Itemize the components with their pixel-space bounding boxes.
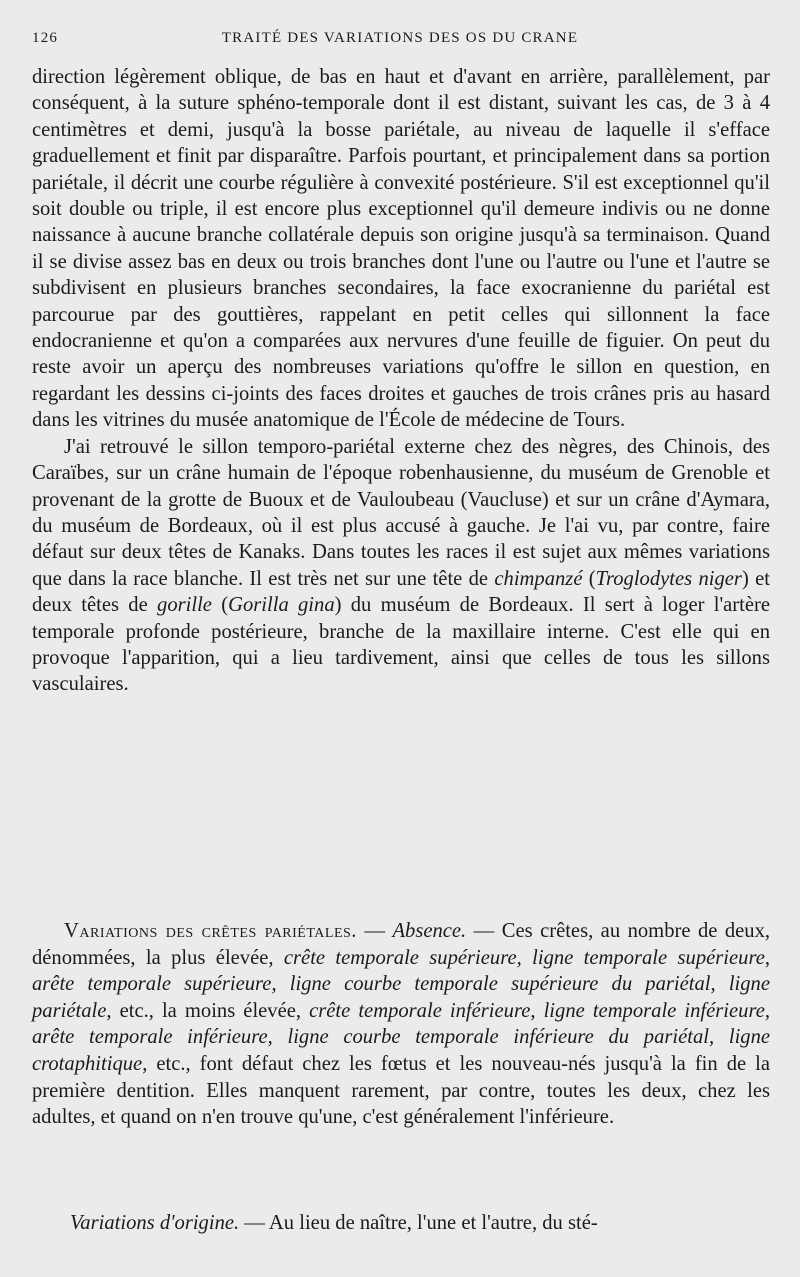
italic-term: arête temporale supérieure xyxy=(32,973,272,996)
subheading: Absence. xyxy=(392,920,467,942)
text-run: ) du muséum de Bordeaux. Il sert à loger l'artère temporale profonde postérieure, branche de la maxillaire interne. C'est elle qui en provoque l'apparition, qui a lieu tardivement, ainsi que celles de tous les sillons vasculaires. xyxy=(32,594,771,696)
italic-term: Gorilla gina xyxy=(228,594,335,617)
running-header xyxy=(32,30,768,54)
paragraph-continuation: direction légèrement oblique, de bas en haut et d'avant en arrière, parallèlement, par conséquent, à la suture sphéno-temporale dont il est distant, suivant les cas, de 3 à 4 centimètres et demi, jusqu'à la bosse pariétale, au niveau de laquelle il s'efface graduellement et finit par disparaître. Parfois pourtant, et principalement dans sa portion pariétale, il décrit une courbe régulière à convexité postérieure. S'il est exceptionnel qu'il soit double ou triple, il est encore plus exceptionnel qu'il demeure indivis ou ne donne naissance à aucune branche collatérale depuis son origine jusqu'à sa terminaison. Quand il se divise assez bas en deux ou trois branches dont l'une ou l'autre ou l'une et l'autre se subdivisent en plusieurs branches secondaires, la face exocranienne du pariétal est parcourue par des gouttières, rappelant en petit celles qui sillonnent la face endocranienne et qu'on a comparées aux nervures d'une feuille de figuier. On peut du reste avoir un aperçu des nombreuses variations qu'offre le sillon en question, en regardant les dessins ci-joints des faces droites et gauches de trois crânes pris au hasard dans les vitrines du musée anatomique de l'École de médecine de Tours. xyxy=(32,66,770,432)
paragraph-comparative xyxy=(32,434,770,698)
section-origin-variations xyxy=(32,1210,770,1237)
text-run: , xyxy=(709,1026,729,1049)
italic-term: gorille xyxy=(157,594,212,617)
text-run: ( xyxy=(211,594,229,617)
main-text xyxy=(32,64,770,698)
text-run: , xyxy=(267,1026,288,1049)
text-run: , xyxy=(764,999,770,1022)
text-run: , xyxy=(530,999,544,1022)
running-title: TRAITÉ DES VARIATIONS DES OS DU CRANE xyxy=(221,30,579,46)
text-run: ( xyxy=(582,567,596,590)
text-run: — Ces crêtes, au nombre de deux, dénommées, la plus élevée, xyxy=(32,920,771,969)
italic-term: crête temporale supérieure, ligne temporale supérieure xyxy=(283,946,765,969)
section-parietal-crests xyxy=(32,918,770,1131)
text-run: — Au lieu de naître, l'une et l'autre, du sté- xyxy=(239,1212,598,1234)
italic-term: crête temporale inférieure xyxy=(309,999,531,1022)
subheading: Variations d'origine. xyxy=(70,1212,240,1234)
text-run: — xyxy=(356,920,393,942)
italic-term: ligne courbe temporale inférieure du pariétal xyxy=(287,1026,709,1049)
text-run: , etc., la moins élevée, xyxy=(106,999,310,1022)
text-run: , xyxy=(764,946,770,969)
text-run: , etc., font défaut chez les fœtus et les nouveau-nés jusqu'à la fin de la première dentition. Elles manquent rarement, par contre, toutes les deux, chez les adultes, et quand on n'en trouve qu'une, c'est généralement l'inférieure. xyxy=(32,1052,770,1129)
italic-term: ligne courbe temporale supérieure du pariétal xyxy=(289,973,711,996)
italic-term: ligne temporale inférieure xyxy=(543,999,765,1022)
italic-term: Troglodytes niger xyxy=(595,567,742,590)
italic-term: ligne pariétale xyxy=(32,973,770,1022)
italic-term: ligne crotaphitique xyxy=(32,1026,771,1075)
page-number: 126 xyxy=(32,30,59,46)
text-run: , xyxy=(271,973,290,996)
italic-term: chimpanzé xyxy=(494,567,583,590)
italic-term: arête temporale inférieure xyxy=(32,1026,268,1049)
paragraph-origin xyxy=(32,1210,770,1237)
text-run: , xyxy=(710,973,729,996)
text-run: ) et deux têtes de xyxy=(32,567,770,617)
section-heading: Variations des crêtes pariétales. xyxy=(64,920,357,942)
text-run: J'ai retrouvé le sillon temporo-pariétal externe chez des nègres, des Chinois, des Caraïbes, sur un crâne humain de l'époque robenhausienne, du muséum de Grenoble et provenant de la grotte de Buoux et de Vauloubeau (Vaucluse) et sur un crâne d'Aymara, du muséum de Bordeaux, où il est plus accusé à gauche. Je l'ai vu, par contre, faire défaut sur deux têtes de Kanaks. Dans toutes les races il est sujet aux mêmes variations que dans la race blanche. Il est très net sur une tête de xyxy=(32,435,770,590)
paragraph-absence xyxy=(32,918,770,1131)
